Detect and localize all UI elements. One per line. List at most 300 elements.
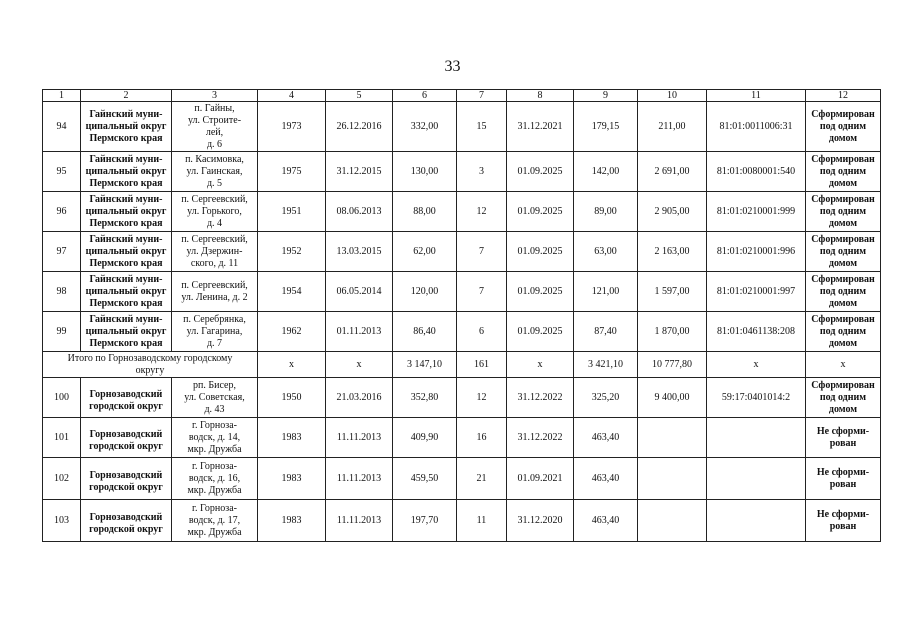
- cell-line: 121,00: [591, 285, 620, 297]
- cell-line: 1950: [281, 391, 302, 403]
- land-status-cell: [806, 500, 881, 542]
- cell-line: мкр. Дружба: [187, 526, 242, 538]
- planned-area-cell: [574, 192, 638, 232]
- cell-line: 463,40: [591, 514, 620, 526]
- cell-line: 87,40: [594, 325, 617, 337]
- cell-line: Гайнский муни-: [89, 313, 163, 325]
- year-built-cell: [258, 192, 326, 232]
- cell-line: 2 905,00: [654, 205, 690, 217]
- total-area-cell: [393, 378, 457, 418]
- municipality-cell: [81, 272, 172, 312]
- cell-line: г. Горноза-: [192, 460, 237, 472]
- total-area-cell: [393, 500, 457, 542]
- residents-cell: [457, 272, 507, 312]
- municipality-cell: [81, 152, 172, 192]
- cell-line: 409,90: [410, 431, 439, 443]
- year-built-cell: [258, 152, 326, 192]
- residents-cell: [457, 458, 507, 500]
- cell-line: ципальный округ: [85, 165, 167, 177]
- cell-line: 120,00: [410, 285, 439, 297]
- municipality-cell: [81, 418, 172, 458]
- total-area-cell: [393, 152, 457, 192]
- cell-line: Пермского края: [89, 337, 163, 349]
- municipality-cell: [81, 378, 172, 418]
- cell-line: 01.09.2025: [517, 325, 563, 337]
- recognition-date-cell: [326, 232, 393, 272]
- cadastral-number-cell: [707, 192, 806, 232]
- resettlement-deadline-cell: [507, 232, 574, 272]
- cell-line: 1983: [281, 514, 302, 526]
- planned-area-cell: [574, 102, 638, 152]
- column-number: 5: [326, 90, 393, 102]
- address-cell: [172, 102, 258, 152]
- column-number: 3: [172, 90, 258, 102]
- cell-line: Итого по Горнозаводскому городскому: [67, 352, 233, 364]
- cell-line: Сформирован: [811, 313, 875, 325]
- planned-area-cell: [574, 500, 638, 542]
- cell-line: ул. Гагарина,: [186, 325, 243, 337]
- cell-line: 81:01:0080001:540: [716, 165, 796, 177]
- cell-line: Не сформи-: [816, 425, 870, 437]
- cell-line: 15: [476, 120, 487, 132]
- cell-line: рован: [829, 437, 857, 449]
- land-status-cell: [806, 232, 881, 272]
- cell-line: 81:01:0210001:999: [716, 205, 796, 217]
- resettlement-deadline-cell: [507, 272, 574, 312]
- cell-line: x: [840, 358, 846, 370]
- cell-line: 95: [56, 165, 67, 177]
- cell-line: 6: [479, 325, 484, 337]
- municipality-cell: [81, 312, 172, 352]
- land-status-cell: [806, 272, 881, 312]
- cell-line: 21: [476, 472, 487, 484]
- cell-line: 1962: [281, 325, 302, 337]
- cell-line: 1 870,00: [654, 325, 690, 337]
- cell-line: Пермского края: [89, 217, 163, 229]
- cadastral-number-cell: [707, 352, 806, 378]
- address-cell: [172, 378, 258, 418]
- cell-line: 94: [56, 120, 67, 132]
- table-row: [43, 232, 881, 272]
- cell-line: 96: [56, 205, 67, 217]
- cell-line: 101: [54, 431, 69, 443]
- cell-line: 197,70: [410, 514, 439, 526]
- cost-cell: [638, 102, 707, 152]
- recognition-date-cell: [326, 500, 393, 542]
- cell-line: Пермского края: [89, 257, 163, 269]
- cadastral-number-cell: [707, 272, 806, 312]
- planned-area-cell: [574, 458, 638, 500]
- cell-line: округу: [135, 364, 165, 376]
- cell-line: 98: [56, 285, 67, 297]
- cell-line: 01.09.2025: [517, 205, 563, 217]
- cell-line: x: [753, 358, 759, 370]
- year-built-cell: [258, 102, 326, 152]
- cadastral-number-cell: [707, 152, 806, 192]
- total-area-cell: [393, 102, 457, 152]
- row-number-cell: [43, 500, 81, 542]
- resettlement-deadline-cell: [507, 192, 574, 232]
- row-number-cell: [43, 378, 81, 418]
- total-area-cell: [393, 272, 457, 312]
- cell-line: 2 691,00: [654, 165, 690, 177]
- recognition-date-cell: [326, 102, 393, 152]
- table-row: [43, 378, 881, 418]
- cell-line: 16: [476, 431, 487, 443]
- year-built-cell: [258, 232, 326, 272]
- cell-line: рован: [829, 478, 857, 490]
- cell-line: 59:17:0401014:2: [721, 391, 791, 403]
- cell-line: Горнозаводский: [89, 428, 163, 440]
- cell-line: 08.06.2013: [336, 205, 382, 217]
- column-number: 11: [707, 90, 806, 102]
- address-cell: [172, 312, 258, 352]
- recognition-date-cell: [326, 152, 393, 192]
- cell-line: Горнозаводский: [89, 511, 163, 523]
- cadastral-number-cell: [707, 312, 806, 352]
- cadastral-number-cell: [707, 418, 806, 458]
- address-cell: [172, 232, 258, 272]
- address-cell: [172, 458, 258, 500]
- cell-line: 7: [479, 285, 484, 297]
- cost-cell: [638, 272, 707, 312]
- cell-line: x: [356, 358, 362, 370]
- resettlement-deadline-cell: [507, 352, 574, 378]
- land-status-cell: [806, 102, 881, 152]
- cell-line: 89,00: [594, 205, 617, 217]
- cell-line: мкр. Дружба: [187, 484, 242, 496]
- year-built-cell: [258, 352, 326, 378]
- cell-line: водск, д. 14,: [188, 431, 241, 443]
- cell-line: водск, д. 17,: [188, 514, 241, 526]
- cell-line: Пермского края: [89, 297, 163, 309]
- cell-line: под одним: [819, 245, 867, 257]
- cell-line: д. 4: [206, 217, 223, 229]
- cell-line: 1983: [281, 472, 302, 484]
- cell-line: 463,40: [591, 431, 620, 443]
- cell-line: 463,40: [591, 472, 620, 484]
- cell-line: Сформирован: [811, 193, 875, 205]
- cell-line: 211,00: [658, 120, 686, 132]
- row-number-cell: [43, 458, 81, 500]
- cell-line: городской округ: [89, 481, 163, 493]
- housing-registry-table: [42, 89, 881, 542]
- cell-line: Сформирован: [811, 273, 875, 285]
- total-area-cell: [393, 192, 457, 232]
- cell-line: лей,: [205, 126, 224, 138]
- planned-area-cell: [574, 352, 638, 378]
- cell-line: 1983: [281, 431, 302, 443]
- cell-line: Не сформи-: [816, 508, 870, 520]
- cell-line: Пермского края: [89, 132, 163, 144]
- cell-line: ципальный округ: [85, 285, 167, 297]
- cost-cell: [638, 232, 707, 272]
- table-row: [43, 418, 881, 458]
- year-built-cell: [258, 500, 326, 542]
- cell-line: 01.09.2021: [517, 472, 563, 484]
- address-cell: [172, 418, 258, 458]
- cell-line: 11.11.2013: [336, 472, 382, 484]
- row-number-cell: [43, 102, 81, 152]
- cell-line: ул. Строите-: [187, 114, 242, 126]
- cell-line: 142,00: [591, 165, 620, 177]
- cadastral-number-cell: [707, 102, 806, 152]
- residents-cell: [457, 102, 507, 152]
- municipality-cell: [81, 458, 172, 500]
- planned-area-cell: [574, 312, 638, 352]
- year-built-cell: [258, 272, 326, 312]
- cell-line: 1 597,00: [654, 285, 690, 297]
- cell-line: д. 6: [206, 138, 223, 150]
- cadastral-number-cell: [707, 232, 806, 272]
- cell-line: 13.03.2015: [336, 245, 382, 257]
- total-row: [43, 352, 881, 378]
- cell-line: 7: [479, 245, 484, 257]
- address-cell: [172, 152, 258, 192]
- total-area-cell: [393, 312, 457, 352]
- cell-line: Сформирован: [811, 379, 875, 391]
- cost-cell: [638, 458, 707, 500]
- cell-line: 12: [476, 205, 487, 217]
- resettlement-deadline-cell: [507, 102, 574, 152]
- cell-line: ул. Гаинская,: [186, 165, 243, 177]
- resettlement-deadline-cell: [507, 458, 574, 500]
- year-built-cell: [258, 312, 326, 352]
- row-number-cell: [43, 192, 81, 232]
- cell-line: Не сформи-: [816, 466, 870, 478]
- residents-cell: [457, 352, 507, 378]
- cell-line: мкр. Дружба: [187, 443, 242, 455]
- cell-line: д. 7: [206, 337, 223, 349]
- cell-line: 31.12.2020: [517, 514, 563, 526]
- cell-line: 06.05.2014: [336, 285, 382, 297]
- residents-cell: [457, 152, 507, 192]
- table-row: [43, 458, 881, 500]
- resettlement-deadline-cell: [507, 418, 574, 458]
- cell-line: 21.03.2016: [336, 391, 382, 403]
- recognition-date-cell: [326, 418, 393, 458]
- residents-cell: [457, 418, 507, 458]
- cell-line: под одним: [819, 391, 867, 403]
- cell-line: Сформирован: [811, 233, 875, 245]
- cell-line: 11.11.2013: [336, 431, 382, 443]
- cell-line: под одним: [819, 325, 867, 337]
- cell-line: 332,00: [410, 120, 439, 132]
- cost-cell: [638, 418, 707, 458]
- cell-line: рован: [829, 520, 857, 532]
- cell-line: г. Горноза-: [192, 502, 237, 514]
- cell-line: водск, д. 16,: [188, 472, 241, 484]
- cell-line: ул. Дзержин-: [186, 245, 243, 257]
- cell-line: 81:01:0461138:208: [717, 325, 795, 337]
- cadastral-number-cell: [707, 500, 806, 542]
- cell-line: домом: [828, 132, 858, 144]
- planned-area-cell: [574, 272, 638, 312]
- recognition-date-cell: [326, 378, 393, 418]
- cell-line: 62,00: [413, 245, 436, 257]
- cell-line: 01.09.2025: [517, 165, 563, 177]
- residents-cell: [457, 378, 507, 418]
- cell-line: x: [537, 358, 543, 370]
- cell-line: 86,40: [413, 325, 436, 337]
- cell-line: 3: [479, 165, 484, 177]
- row-number-cell: [43, 312, 81, 352]
- cell-line: п. Сергеевский,: [181, 193, 248, 205]
- cell-line: 102: [54, 472, 69, 484]
- cell-line: 103: [54, 514, 69, 526]
- table-row: [43, 312, 881, 352]
- table-row: [43, 272, 881, 312]
- cost-cell: [638, 352, 707, 378]
- cell-line: д. 43: [204, 403, 225, 415]
- row-number-cell: [43, 418, 81, 458]
- planned-area-cell: [574, 232, 638, 272]
- land-status-cell: [806, 458, 881, 500]
- cell-line: 3 421,10: [588, 358, 623, 370]
- cell-line: домом: [828, 403, 858, 415]
- cell-line: 9 400,00: [654, 391, 690, 403]
- land-status-cell: [806, 378, 881, 418]
- cell-line: 31.12.2022: [517, 391, 563, 403]
- cell-line: п. Гайны,: [194, 102, 235, 114]
- column-number: 7: [457, 90, 507, 102]
- cost-cell: [638, 312, 707, 352]
- cell-line: 81:01:0011006:31: [719, 120, 793, 132]
- total-area-cell: [393, 458, 457, 500]
- address-cell: [172, 500, 258, 542]
- cell-line: под одним: [819, 120, 867, 132]
- column-number: 1: [43, 90, 81, 102]
- total-area-cell: [393, 232, 457, 272]
- cell-line: 1975: [281, 165, 302, 177]
- cell-line: г. Горноза-: [192, 419, 237, 431]
- cell-line: 10 777,80: [652, 358, 692, 370]
- cost-cell: [638, 152, 707, 192]
- cell-line: д. 5: [206, 177, 223, 189]
- cell-line: x: [289, 358, 294, 370]
- cell-line: п. Серебрянка,: [183, 313, 246, 325]
- cell-line: 88,00: [413, 205, 436, 217]
- resettlement-deadline-cell: [507, 500, 574, 542]
- cell-line: 325,20: [591, 391, 620, 403]
- cell-line: 01.11.2013: [336, 325, 382, 337]
- land-status-cell: [806, 418, 881, 458]
- land-status-cell: [806, 352, 881, 378]
- cell-line: домом: [828, 337, 858, 349]
- total-area-cell: [393, 352, 457, 378]
- cell-line: Горнозаводский: [89, 469, 163, 481]
- cell-line: домом: [828, 177, 858, 189]
- cell-line: 31.12.2021: [517, 120, 563, 132]
- cell-line: 26.12.2016: [336, 120, 382, 132]
- residents-cell: [457, 232, 507, 272]
- page-number: 33: [444, 58, 461, 75]
- total-label: [43, 352, 258, 378]
- cell-line: п. Сергеевский,: [181, 279, 248, 291]
- land-status-cell: [806, 152, 881, 192]
- residents-cell: [457, 312, 507, 352]
- cell-line: п. Касимовка,: [185, 153, 244, 165]
- cell-line: ципальный округ: [85, 245, 167, 257]
- cell-line: 97: [56, 245, 67, 257]
- cell-line: ципальный округ: [85, 205, 167, 217]
- cell-line: под одним: [819, 205, 867, 217]
- municipality-cell: [81, 232, 172, 272]
- row-number-cell: [43, 152, 81, 192]
- cell-line: рп. Бисер,: [193, 379, 236, 391]
- year-built-cell: [258, 418, 326, 458]
- municipality-cell: [81, 500, 172, 542]
- row-number-cell: [43, 272, 81, 312]
- cell-line: 11.11.2013: [336, 514, 382, 526]
- cell-line: ул. Советская,: [184, 391, 245, 403]
- planned-area-cell: [574, 418, 638, 458]
- residents-cell: [457, 500, 507, 542]
- cell-line: домом: [828, 217, 858, 229]
- municipality-cell: [81, 102, 172, 152]
- cell-line: 3 147,10: [407, 358, 442, 370]
- resettlement-deadline-cell: [507, 152, 574, 192]
- year-built-cell: [258, 458, 326, 500]
- recognition-date-cell: [326, 272, 393, 312]
- address-cell: [172, 272, 258, 312]
- cell-line: Гайнский муни-: [89, 193, 163, 205]
- cell-line: ул. Горького,: [187, 205, 242, 217]
- row-number-cell: [43, 232, 81, 272]
- cell-line: Гайнский муни-: [89, 233, 163, 245]
- cell-line: п. Сергеевский,: [181, 233, 248, 245]
- recognition-date-cell: [326, 458, 393, 500]
- cell-line: 81:01:0210001:996: [716, 245, 796, 257]
- table-row: [43, 102, 881, 152]
- cell-line: 31.12.2015: [336, 165, 382, 177]
- column-number: 10: [638, 90, 707, 102]
- column-number: 12: [806, 90, 881, 102]
- recognition-date-cell: [326, 312, 393, 352]
- cell-line: 130,00: [410, 165, 439, 177]
- table-row: [43, 500, 881, 542]
- land-status-cell: [806, 192, 881, 232]
- cost-cell: [638, 192, 707, 232]
- cell-line: 459,50: [410, 472, 439, 484]
- cell-line: 81:01:0210001:997: [716, 285, 796, 297]
- planned-area-cell: [574, 378, 638, 418]
- year-built-cell: [258, 378, 326, 418]
- column-number: 4: [258, 90, 326, 102]
- cell-line: 1954: [281, 285, 302, 297]
- land-status-cell: [806, 312, 881, 352]
- table-row: [43, 192, 881, 232]
- cell-line: 99: [56, 325, 67, 337]
- column-number: 6: [393, 90, 457, 102]
- cell-line: 01.09.2025: [517, 245, 563, 257]
- municipality-cell: [81, 192, 172, 232]
- cell-line: городской округ: [89, 400, 163, 412]
- cost-cell: [638, 500, 707, 542]
- cell-line: под одним: [819, 285, 867, 297]
- planned-area-cell: [574, 152, 638, 192]
- cell-line: 31.12.2022: [517, 431, 563, 443]
- residents-cell: [457, 192, 507, 232]
- cell-line: Гайнский муни-: [89, 108, 163, 120]
- cell-line: 161: [474, 358, 489, 370]
- cell-line: 01.09.2025: [517, 285, 563, 297]
- cadastral-number-cell: [707, 378, 806, 418]
- column-number-row: [43, 90, 881, 102]
- cell-line: городской округ: [89, 440, 163, 452]
- cell-line: Сформирован: [811, 153, 875, 165]
- cell-line: 1973: [281, 120, 302, 132]
